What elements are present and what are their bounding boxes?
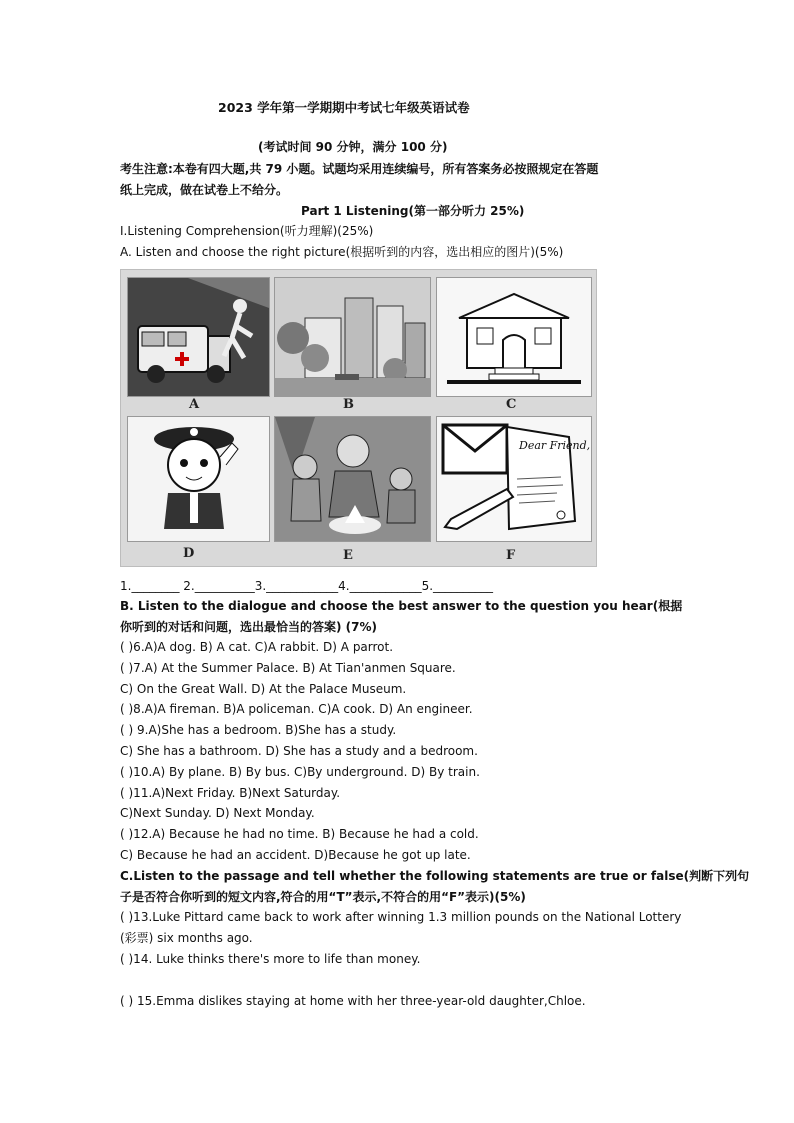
part1-heading: Part 1 Listening(第一部分听力 25%) (301, 204, 525, 218)
notice-line-2: 纸上完成，做在试卷上不给分。 (120, 183, 289, 197)
section-a-heading: A. Listen and choose the right picture(根据听到的内容，选出相应的图片)(5%) (120, 245, 564, 259)
question-line: C) She has a bathroom. D) She has a study and a bedroom. (120, 744, 478, 758)
picture-c-house (436, 277, 592, 397)
picture-b-city (274, 277, 431, 397)
picture-e-family (274, 416, 431, 542)
question-line: C)Next Sunday. D) Next Monday. (120, 806, 315, 820)
answer-blanks[interactable]: 1.________ 2.__________3.____________4.____________5.__________ (120, 579, 494, 593)
question-13-line-1: ( )13.Luke Pittard came back to work after winning 1.3 million pounds on the National Lottery (120, 910, 682, 924)
picture-panel (120, 269, 597, 567)
exam-title: 2023 学年第一学期期中考试七年级英语试卷 (218, 100, 470, 115)
question-line: C) On the Great Wall. D) At the Palace Museum. (120, 682, 407, 696)
section-c-heading-2: 子是否符合你听到的短文内容,符合的用“T”表示,不符合的用“F”表示)(5%) (120, 890, 526, 904)
question-line: ( )6.A)A dog. B) A cat. C)A rabbit. D) A parrot. (120, 640, 394, 654)
question-line: ( )11.A)Next Friday. B)Next Saturday. (120, 786, 341, 800)
question-line: C) Because he had an accident. D)Because he got up late. (120, 848, 471, 862)
picture-f-letter (436, 416, 592, 542)
picture-a-ambulance (127, 277, 270, 397)
picture-label-a: A (189, 397, 200, 412)
question-line: ( )7.A) At the Summer Palace. B) At Tian'anmen Square. (120, 661, 456, 675)
section-b-heading-1: B. Listen to the dialogue and choose the best answer to the question you hear(根据 (120, 599, 683, 613)
exam-subtitle: (考试时间 90 分钟，满分 100 分) (258, 140, 448, 154)
picture-d-police (127, 416, 270, 542)
section-b-heading-2: 你听到的对话和问题，选出最恰当的答案) (7%) (120, 620, 378, 634)
question-line: ( )12.A) Because he had no time. B) Because he had a cold. (120, 827, 479, 841)
question-14: ( )14. Luke thinks there's more to life than money. (120, 952, 421, 966)
picture-label-f: F (506, 548, 516, 563)
question-line: ( )8.A)A fireman. B)A policeman. C)A cook. D) An engineer. (120, 702, 473, 716)
letter-text: Dear Friend, (519, 439, 591, 452)
section-i-heading: I.Listening Comprehension(听力理解)(25%) (120, 224, 374, 238)
question-13-line-2: (彩票) six months ago. (120, 931, 253, 945)
question-15: ( ) 15.Emma dislikes staying at home with her three-year-old daughter,Chloe. (120, 994, 586, 1008)
question-line: ( ) 9.A)She has a bedroom. B)She has a study. (120, 723, 397, 737)
picture-label-d: D (183, 546, 195, 561)
picture-label-c: C (506, 397, 517, 412)
picture-label-b: B (343, 397, 354, 412)
picture-label-e: E (343, 548, 353, 563)
question-line: ( )10.A) By plane. B) By bus. C)By underground. D) By train. (120, 765, 480, 779)
notice-line-1: 考生注意:本卷有四大题,共 79 小题。试题均采用连续编号，所有答案务必按照规定在答题 (120, 162, 599, 176)
section-c-heading-1: C.Listen to the passage and tell whether the following statements are true or false(判断下列句 (120, 869, 750, 883)
